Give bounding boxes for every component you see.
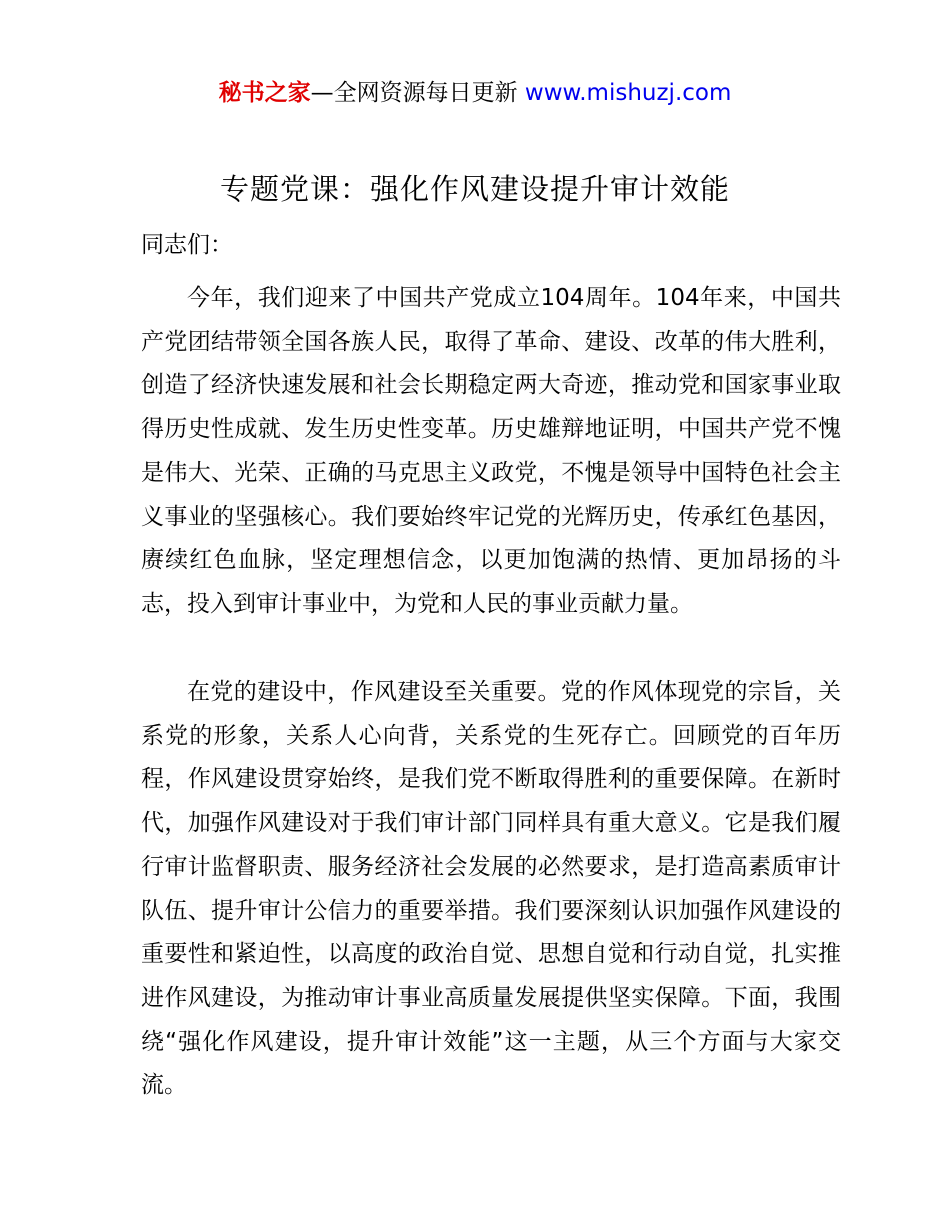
salutation: 同志们： <box>141 232 233 258</box>
site-url-link[interactable]: www.mishuzj.com <box>524 80 732 106</box>
document-title: 专题党课：强化作风建设提升审计效能 <box>219 172 730 206</box>
site-header <box>0 76 950 110</box>
body-paragraph-1: 今年，我们迎来了中国共产党成立104周年。104年来，中国共产党团结带领全国各族人民，取得了革命、建设、改革的伟大胜利，创造了经济快速发展和社会长期稳定两大奇迹，推动党和国家事业取得历史性成就、发生历史性变革。历史雄辩地证明，中国共产党不愧是伟大、光荣、正确的马克思主义政党，不愧是领导中国特色社会主义事业的坚强核心。我们要始终牢记党的光辉历史，传承红色基因，赓续红色血脉，坚定理想信念，以更加饱满的热情、更加昂扬的斗志，投入到审计事业中，为党和人民的事业贡献力量。 <box>141 285 841 617</box>
site-tagline: —全网资源每日更新 <box>310 80 525 106</box>
body-paragraph-2: 在党的建设中，作风建设至关重要。党的作风体现党的宗旨，关系党的形象，关系人心向背，关系党的生死存亡。回顾党的百年历程，作风建设贯穿始终，是我们党不断取得胜利的重要保障。在新时代，加强作风建设对于我们审计部门同样具有重大意义。它是我们履行审计监督职责、服务经济社会发展的必然要求，是打造高素质审计队伍、提升审计公信力的重要举措。我们要深刻认识加强作风建设的重要性和紧迫性，以高度的政治自觉、思想自觉和行动自觉，扎实推进作风建设，为推动审计事业高质量发展提供坚实保障。下面，我围绕“强化作风建设，提升审计效能”这一主题，从三个方面与大家交流。 <box>141 679 841 1099</box>
site-brand: 秘书之家 <box>218 80 311 106</box>
